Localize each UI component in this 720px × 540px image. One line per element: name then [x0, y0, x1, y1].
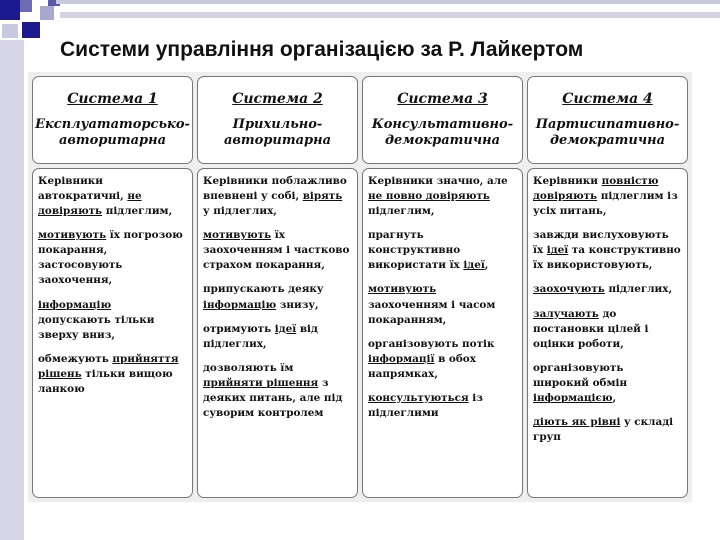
text-segment: прагнуть конструктивно використати їх [368, 229, 464, 272]
description-item [38, 174, 187, 219]
text-segment: організовують широкий обмін [533, 361, 628, 389]
key-term: не повно довіряють [368, 190, 490, 203]
text-segment: Керівники поблажливо впевнені у собі, [203, 175, 347, 203]
page-title: Системи управління організацією за Р. Лайкертом [60, 38, 584, 61]
system-label: Система 3 [397, 90, 488, 107]
system-label: Система 1 [67, 90, 158, 107]
text-segment: підлеглим, [368, 205, 435, 218]
text-segment: та конструктивно їх використовують, [533, 244, 681, 272]
key-term: ідеї [463, 259, 485, 272]
system-3-description [362, 168, 523, 498]
text-segment: дозволяють їм [203, 361, 294, 374]
system-2-description [197, 168, 358, 498]
text-segment: допускають тільки зверху вниз, [38, 313, 155, 341]
decorative-corner-squares [0, 0, 720, 40]
text-segment: підлеглим, [102, 205, 173, 218]
description-item [38, 298, 187, 343]
system-1-description [32, 168, 193, 498]
key-term: консультуються [368, 391, 469, 404]
description-item [203, 361, 352, 421]
key-term: діють як рівні [533, 416, 621, 429]
system-name-line: Експлуататорсько- [35, 116, 190, 132]
text-segment: у підлеглих, [203, 205, 277, 218]
description-item [38, 352, 187, 397]
key-term: залучають [533, 307, 599, 320]
key-term: заохочують [533, 283, 605, 296]
text-segment: підлеглих, [604, 283, 673, 296]
description-item [368, 282, 517, 327]
system-name-line: Консультативно- [371, 116, 514, 132]
system-label: Система 4 [562, 90, 653, 107]
description-item [533, 228, 682, 273]
description-item [533, 282, 682, 297]
decorative-left-bar [0, 0, 30, 540]
system-name-line: демократична [549, 133, 666, 148]
text-segment: до постановки цілей і оцінки роботи, [533, 307, 649, 350]
description-item [533, 174, 682, 219]
key-term: прийняття рішень [38, 352, 179, 380]
text-segment: Керівники значно, але [368, 175, 508, 187]
key-term: мотивують [38, 229, 107, 242]
text-segment: у складі груп [533, 416, 674, 444]
text-segment: від підлеглих, [203, 322, 318, 350]
text-segment: Керівники [533, 175, 602, 187]
likert-systems-table [28, 72, 692, 502]
text-segment: отримують [203, 322, 275, 335]
key-term: ідеї [274, 322, 297, 335]
system-name-line: авторитарна [58, 133, 167, 148]
description-item [203, 322, 352, 352]
system-name-line: демократична [384, 133, 501, 148]
key-term: мотивують [368, 283, 437, 296]
description-item [203, 282, 352, 312]
description-item [38, 228, 187, 288]
description-item [533, 361, 682, 406]
text-segment: Керівники автократичні, [38, 175, 128, 203]
text-segment: організовують потік [368, 337, 495, 350]
text-segment: , [484, 259, 489, 272]
key-term: повністю довіряють [533, 175, 659, 203]
key-term: не довіряють [38, 190, 142, 218]
text-segment: завжди вислуховують їх [533, 229, 669, 257]
system-label: Система 2 [232, 90, 323, 107]
text-segment: припускають деяку [203, 283, 324, 296]
text-segment: знизу, [276, 298, 319, 311]
header-system-3 [362, 76, 523, 164]
header-system-1 [32, 76, 193, 164]
description-item [368, 337, 517, 382]
text-segment: обмежують [38, 352, 113, 365]
key-term: вірять [302, 190, 343, 203]
text-segment: з деяких питань, але під суворим контролем [203, 376, 343, 420]
key-term: інформації [368, 352, 435, 365]
text-segment: їх заохоченням і частково страхом покарання, [203, 229, 350, 272]
text-segment: , [612, 391, 617, 404]
key-term: ідеї [546, 244, 569, 257]
text-segment: із підлеглими [368, 391, 483, 420]
description-item [368, 391, 517, 421]
text-segment: тільки вищою ланкою [38, 367, 173, 395]
header-system-2 [197, 76, 358, 164]
description-item [368, 228, 517, 273]
system-4-description [527, 168, 688, 498]
key-term: інформацією [533, 391, 613, 404]
system-name-line: Партисипативно- [535, 116, 680, 132]
key-term: прийняти рішення [203, 376, 319, 389]
text-segment: підлеглим із усіх питань, [533, 190, 678, 218]
description-item [533, 307, 682, 352]
system-name-line: авторитарна [223, 133, 332, 148]
text-segment: заохоченням і часом покаранням, [368, 298, 496, 326]
description-item [203, 228, 352, 273]
description-item [533, 415, 682, 445]
text-segment: в обох напрямках, [368, 352, 476, 380]
description-item [203, 174, 352, 219]
header-system-4 [527, 76, 688, 164]
description-item [368, 174, 517, 219]
key-term: інформацію [38, 298, 112, 311]
system-name-line: Прихильно- [232, 116, 323, 132]
key-term: інформацію [203, 298, 277, 311]
text-segment: їх погрозою покарання, застосовують заохочення, [38, 229, 183, 287]
key-term: мотивують [203, 229, 272, 242]
